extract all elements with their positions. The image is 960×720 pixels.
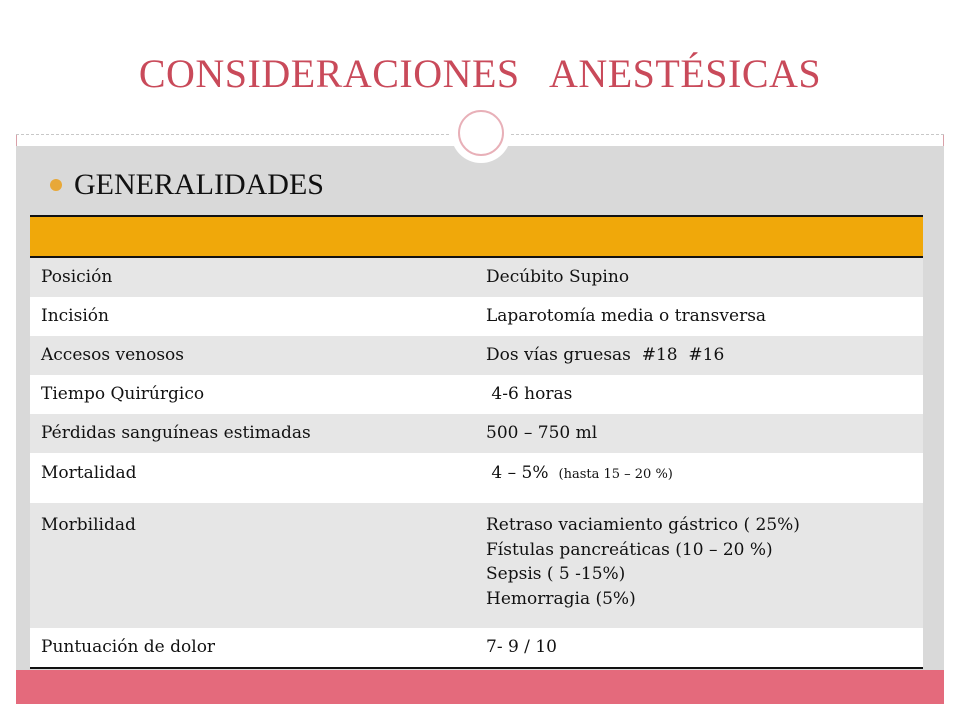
bullet-dot-icon: [50, 179, 62, 191]
row-value: Dos vías gruesas #18 #16: [486, 345, 725, 365]
table-row: [30, 503, 923, 628]
row-value: [478, 503, 923, 628]
row-label: Puntuación de dolor: [41, 637, 216, 657]
row-label: Posición: [41, 267, 113, 287]
table-row: [30, 297, 923, 336]
row-value: Laparotomía media o transversa: [486, 306, 767, 326]
morbidity-line: Fístulas pancreáticas (10 – 20 %): [486, 539, 773, 560]
row-value: Decúbito Supino: [486, 267, 630, 287]
row-label: Mortalidad: [41, 463, 137, 483]
row-label: Pérdidas sanguíneas estimadas: [41, 423, 311, 443]
footer-band: [16, 670, 944, 704]
table-row: [30, 453, 923, 503]
bullet-item: [50, 168, 324, 202]
morbidity-line: Retraso vaciamiento gástrico ( 25%): [486, 515, 800, 535]
mortality-note: (hasta 15 – 20 %): [558, 467, 673, 482]
row-value: 500 – 750 ml: [486, 423, 598, 443]
table-row: [30, 375, 923, 414]
row-label: Tiempo Quirúrgico: [41, 384, 205, 404]
row-value: [478, 453, 923, 503]
row-value: 7- 9 / 10: [486, 637, 557, 657]
row-value: 4-6 horas: [486, 384, 573, 404]
morbidity-line: Sepsis ( 5 -15%): [486, 564, 626, 584]
circle-ornament-icon: [458, 110, 504, 156]
table-header-row: [30, 217, 923, 258]
table-row: [30, 414, 923, 453]
row-label: Accesos venosos: [41, 345, 184, 365]
generalities-table: [30, 215, 923, 669]
row-label: Morbilidad: [41, 515, 136, 535]
bullet-text: GENERALIDADES: [74, 168, 324, 201]
morbidity-line: Hemorragia (5%): [486, 588, 636, 609]
row-label: Incisión: [41, 306, 109, 326]
mortality-value: 4 – 5%: [486, 463, 549, 483]
table-row: [30, 628, 923, 667]
table-row: [30, 258, 923, 297]
table-row: [30, 336, 923, 375]
slide-title: CONSIDERACIONES ANESTÉSICAS: [138, 51, 822, 96]
